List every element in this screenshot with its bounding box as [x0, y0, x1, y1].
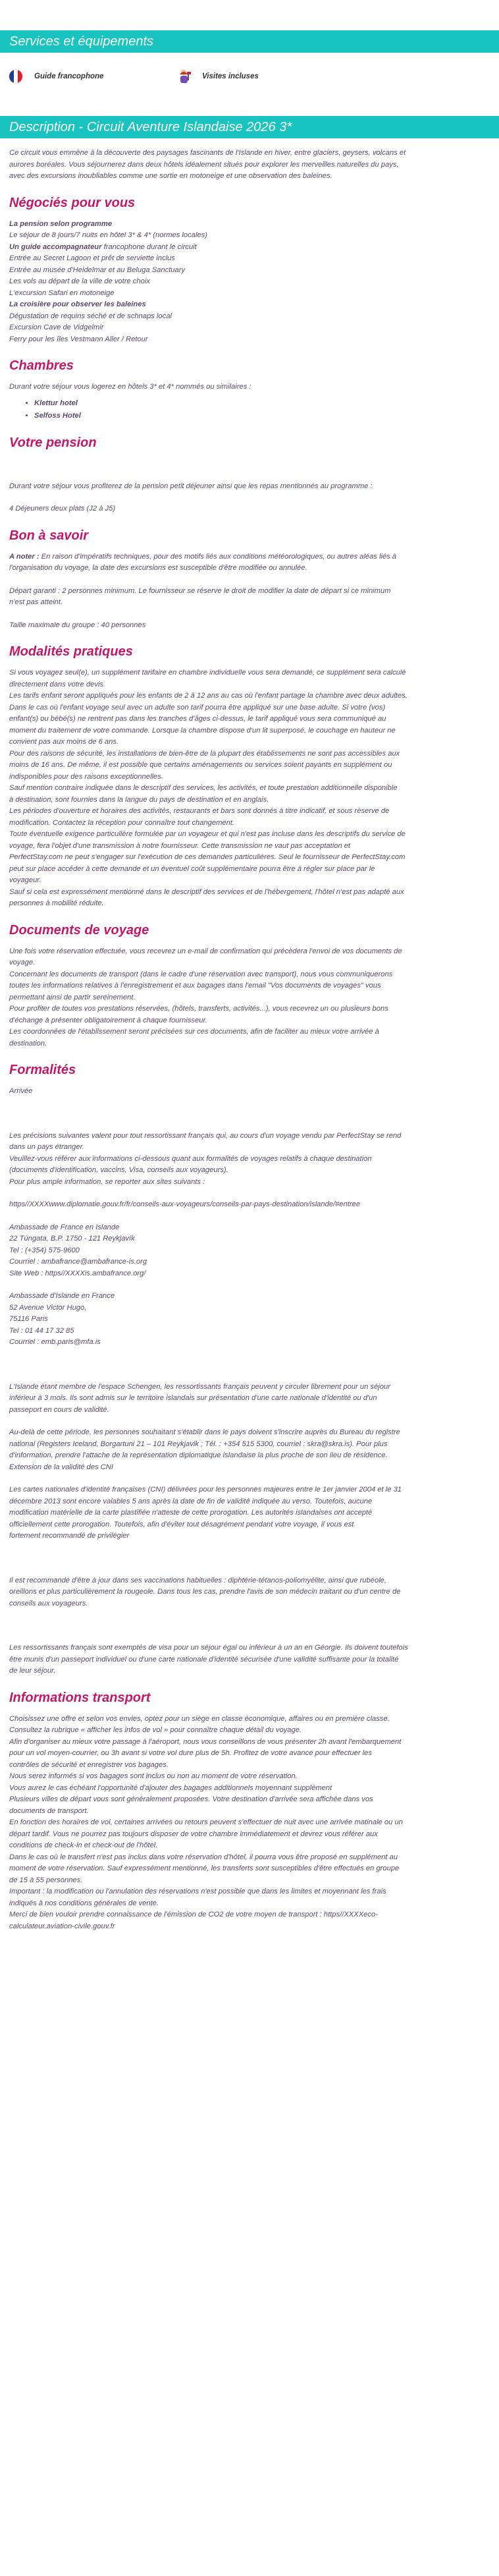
arrivee-label: Arrivée: [9, 1087, 33, 1095]
tour-guide-icon: [177, 69, 193, 84]
services-title: Services et équipements: [9, 34, 154, 49]
schengen-text: L'Islande étant membre de l'espace Schengen, les ressortissants français peuvent y circuler librement pour un séjour inférieur à 3 mois. Ils sont admis sur le territoire islandais sur présentation d'une carte nationale d'identité ou d'un passeport en cours de validité.: [9, 1382, 390, 1414]
intro-line: avec des excursions inoubliables comme une sortie en motoneige et une observation des baleines.: [9, 172, 332, 180]
service-item-guide: [9, 70, 177, 83]
cni-text: Les cartes nationales d'identité françaises (CNI) délivrées pour les personnes majeures entre le 1er janvier 2004 et le 31 décembre 2013 sont encore valables 5 ans après la date de fin de validité indiquée au verso. Toutefois, aucune modification matérielle de la carte plastifiée n'atteste de cette prorogation. Les autorités islandaises ont accepté officiellement cette prorogation. Toutefois, afin d'éviter tout désagrément pendant votre voyage, il vous est fortement recommandé de privilégier: [9, 1486, 402, 1540]
sejour-long-text: Au-delà de cette période, les personnes souhaitant s'établir dans le pays doivent s'inscrire auprès du Bureau du registre national (Registers Iceland, Borgartuni 21 – 101 Reykjavik ; Tél. : +354 515 5300, courriel : skra@skra.is). Pour plus d'information, prendre l'attache de la représentation diplomatique islandaise la plus proche de son lieu de résidence. Extension de la validité des CNI: [9, 1428, 400, 1471]
negocies-item: Dégustation de requins séché et de schnaps local: [9, 312, 172, 320]
depart-line: n'est pas atteint.: [9, 598, 63, 606]
modalites-text: Si vous voyagez seul(e), un supplément tarifaire en chambre individuelle vous sera demandé, ce supplément sera calculé directement dans votre devis. Les tarifs enfant seront appliqués pour les enfants de 2 à 12 ans au cas où l'enfant partage la chambre avec deux adultes. Dans le cas où l'enfant voyage seul avec un adulte son tarif pourra être appliqué sur une base adulte. Si votre (vos) enfant(s) ou bébé(s) ne rentrent pas dans les tranches d'âges ci-dessus, le tarif appliqué vous sera communiqué au moment du traitement de votre commande. Lorsque la chambre dispose d'un lit superposé, le couchage en hauteur ne convient pas aux moins de 6 ans. Pour des raisons de sécurité, les installations de bien-être de la plupart des établissements ne sont pas accessibles aux moins de 16 ans. De même, il est possible que certains aménagements ou services soient payants en supplément ou indisponibles pour des raisons exceptionnelles. Sauf mention contraire indiquée dans le descriptif des services, les activités, et toute prestation additionnelle disponible à destination, sont fournies dans la langue du pays de destination et en anglais. Les périodes d'ouverture et horaires des activités, restaurants et bars sont donnés à titre indicatif, et sous réserve de modification. Contactez la réception pour connaître tout changement. Toute éventuelle exigence particulière formulée par un voyageur et qui n'est pas incluse dans les descriptifs du service de voyage, fera l'objet d'une transmission à notre fournisseur. Cette transmission ne vaut pas acceptation et PerfectStay.com ne peut s'engager sur l'exécution de ces demandes particulières. Seul le fournisseur de PerfectStay.com peut sur place accéder à cette demande et un éventuel coût supplémentaire pourra être à régler sur place par le voyageur. Sauf si cela est expressément mentionné dans le descriptif des services et de l'hébergement, l'hôtel n'est pas adapté aux personnes à mobilité réduite.: [9, 669, 407, 907]
intro-line: Ce circuit vous emmène à la découverte des paysages fascinants de l'Islande en hiver, entre glaciers, geysers, volcans et: [9, 149, 406, 157]
negocies-item: La pension selon programme: [9, 219, 113, 228]
formalites-precisions: Les précisions suivantes valent pour tout ressortissant français qui, au cours d'un voyage vendu par PerfectStay se rend dans un pays étranger. Veuillez-vous référer aux informations ci-dessous quant aux formalités de voyages relatifs à chaque destination (documents d'identification, vaccins, Visa, conseils aux voyageurs). Pour plus ample information, se reporter aux sites suivants :: [9, 1131, 402, 1186]
hotel-item: • Klettur hotel: [34, 397, 488, 410]
negocies-item: Entrée au Secret Lagoon et prêt de serviette inclus: [9, 254, 175, 262]
note-line: A noter : En raison d'impératifs techniques, pour des motifs liés aux conditions météorologiques, ou autres aléas liés à: [9, 552, 397, 561]
negocies-title: Négociés pour vous: [9, 195, 136, 210]
french-flag-icon: [9, 70, 22, 83]
description-title: Description - Circuit Aventure Islandaise 2026 3*: [9, 120, 292, 134]
ambassade-france: Ambassade de France en Islande 22 Túngata, B.P. 1750 - 121 Reykjavík Tel : (+354) 575-9600 Courriel : ambafrance@ambafrance-is.org Site Web : https//XXXXis.ambafrance.org/: [9, 1223, 147, 1277]
intro-line: aurores boréales. Vous séjournerez dans deux hôtels idéalement situés pour explorer les merveilles naturelles du pays,: [9, 160, 399, 169]
service-item-visites: [177, 69, 345, 84]
negocies-item: La croisière pour observer les baleines: [9, 300, 146, 308]
chambres-intro: Durant votre séjour vous logerez en hôtels 3* et 4* nommés ou similaires :: [9, 383, 251, 391]
documents-text: Une fois votre réservation effectuée, vous recevrez un e-mail de confirmation qui précèdera l'envoi de vos documents de voyage. Concernant les documents de transport (dans le cadre d'une réservation avec transport), nous vous communiquerons toutes les informations relatives à l'enregistrement et aux bagages dans l'email "Vos documents de voyages" vous permettant ainsi de partir sereinement. Pour profiter de toutes vos prestations réservées, (hôtels, transferts, activités...), vous recevrez un ou plusieurs bons d'échange à présenter obligatoirement à chaque fournisseur. Les coordonnées de l'établissement seront précisées sur ces documents, afin de faciliter au mieux votre arrivée à destination.: [9, 947, 402, 1048]
pension-detail: 4 Déjeuners deux plats (J2 à J5): [9, 505, 116, 513]
taille-groupe: Taille maximale du groupe : 40 personnes: [9, 621, 146, 629]
pension-text: Durant votre séjour vous profiterez de la pension petit déjeuner ainsi que les repas mentionnés au programme :: [9, 482, 373, 490]
negocies-item: Excursion Cave de Vidgelmir: [9, 323, 104, 331]
pension-title: Votre pension: [9, 435, 97, 450]
bon-a-savoir-title: Bon à savoir: [9, 528, 89, 543]
vaccins-text: Il est recommandé d'être à jour dans ses vaccinations habituelles : diphtérie-tétanos-poliomyélite, ainsi que rubéole, oreillons et plus particulièrement la rougeole. Dans tous les cas, prendre l'avis de son médecin traitant ou d'un centre de conseils aux voyageurs.: [9, 1576, 401, 1608]
services-header: [0, 30, 499, 53]
depart-line: Départ garanti : 2 personnes minimum. Le fournisseur se réserve le droit de modifier la date de départ si ce minimum: [9, 586, 391, 595]
services-list: [0, 53, 499, 100]
negocies-item: L'excursion Safari en motoneige: [9, 289, 115, 297]
visa-text: Les ressortissants français sont exemptés de visa pour un séjour égal ou inférieur à un an en Géorgie. Ils doivent toutefois être munis d'un passeport individuel ou d'une carte nationale d'identité sécurisée d'une validité suffisante pour la totalité de leur séjour.: [9, 1644, 408, 1675]
diplomatie-link[interactable]: https//XXXXwww.diplomatie.gouv.fr/fr/conseils-aux-voyageurs/conseils-par-pays-destination/islande/#entree: [9, 1200, 361, 1208]
service-label: Visites incluses: [202, 72, 259, 80]
description-header: [0, 116, 499, 138]
transport-text: Choisissez une offre et selon vos envies, optez pour un siège en classe économique, affaires ou en première classe. Consultez la rubrique « afficher les infos de vol » pour connaître chaque détail du voyage. Afin d'organiser au mieux votre passage à l'aéroport, nous vous conseillons de vous présenter 2h avant l'embarquement pour un vol moyen-courrier, ou 3h avant si votre vol dure plus de 5h. Profitez de votre avance pour effectuer les contrôles de sécurité et enregistrer vos bagages. Nous serez informés si vos bagages sont inclus ou non au moment de votre réservation. Vous aurez le cas échéant l'opportunité d'ajouter des bagages additionnels moyennant supplément Plusieurs villes de départ vous sont généralement proposées. Votre destination d'arrivée sera affichée dans vos documents de transport. En fonction des horaires de vol, certaines arrivées ou retours peuvent s'effectuer de nuit avec une arrivée matinale ou un départ tardif. Vous ne pourrez pas toujours disposer de votre chambre immédiatement et devrez vous référer aux conditions de check-in et check-out de l'hôtel. Dans le cas où le transfert n'est pas inclus dans votre réservation d'hôtel, il pourra vous être proposé en supplément au moment de votre réservation. Sauf expressément mentionné, les transferts sont susceptibles d'être effectués en groupe de 15 à 55 personnes. Important : la modification ou l'annulation des réservations n'est possible que dans les limites et moyennant les frais indiqués à nos conditions générales de vente. Merci de bien vouloir prendre connaissance de l'émission de CO2 de votre moyen de transport : https//XXXXeco- calculateur.aviation-civile.gouv.fr: [9, 1714, 403, 1930]
hotel-item: • Selfoss Hotel: [34, 410, 488, 422]
negocies-item: Ferry pour les îles Vestmann Aller / Retour: [9, 335, 148, 343]
service-label: Guide francophone: [34, 72, 104, 80]
formalites-title: Formalités: [9, 1063, 76, 1077]
note-line: l'organisation du voyage, la date des excursions est susceptible d'être modifiée ou annulée.: [9, 564, 307, 572]
negocies-item: Un guide accompagnateur francophone durant le circuit: [9, 242, 197, 251]
transport-title: Informations transport: [9, 1690, 151, 1705]
hotel-list: [9, 397, 488, 422]
negocies-item: Les vols au départ de la ville de votre choix: [9, 277, 150, 285]
chambres-title: Chambres: [9, 358, 74, 373]
description-content: [0, 138, 499, 1932]
negocies-item: Entrée au musée d'Heidelmar et au Beluga Sanctuary: [9, 266, 186, 274]
ambassade-islande: Ambassade d'Islande en France 52 Avenue Victor Hugo, 75116 Paris Tel : 01 44 17 32 85 Courriel : emb.paris@mfa.is: [9, 1292, 115, 1346]
documents-title: Documents de voyage: [9, 922, 149, 938]
modalites-title: Modalités pratiques: [9, 644, 133, 659]
negocies-item: Le séjour de 8 jours/7 nuits en hôtel 3* & 4* (normes locales): [9, 231, 207, 239]
